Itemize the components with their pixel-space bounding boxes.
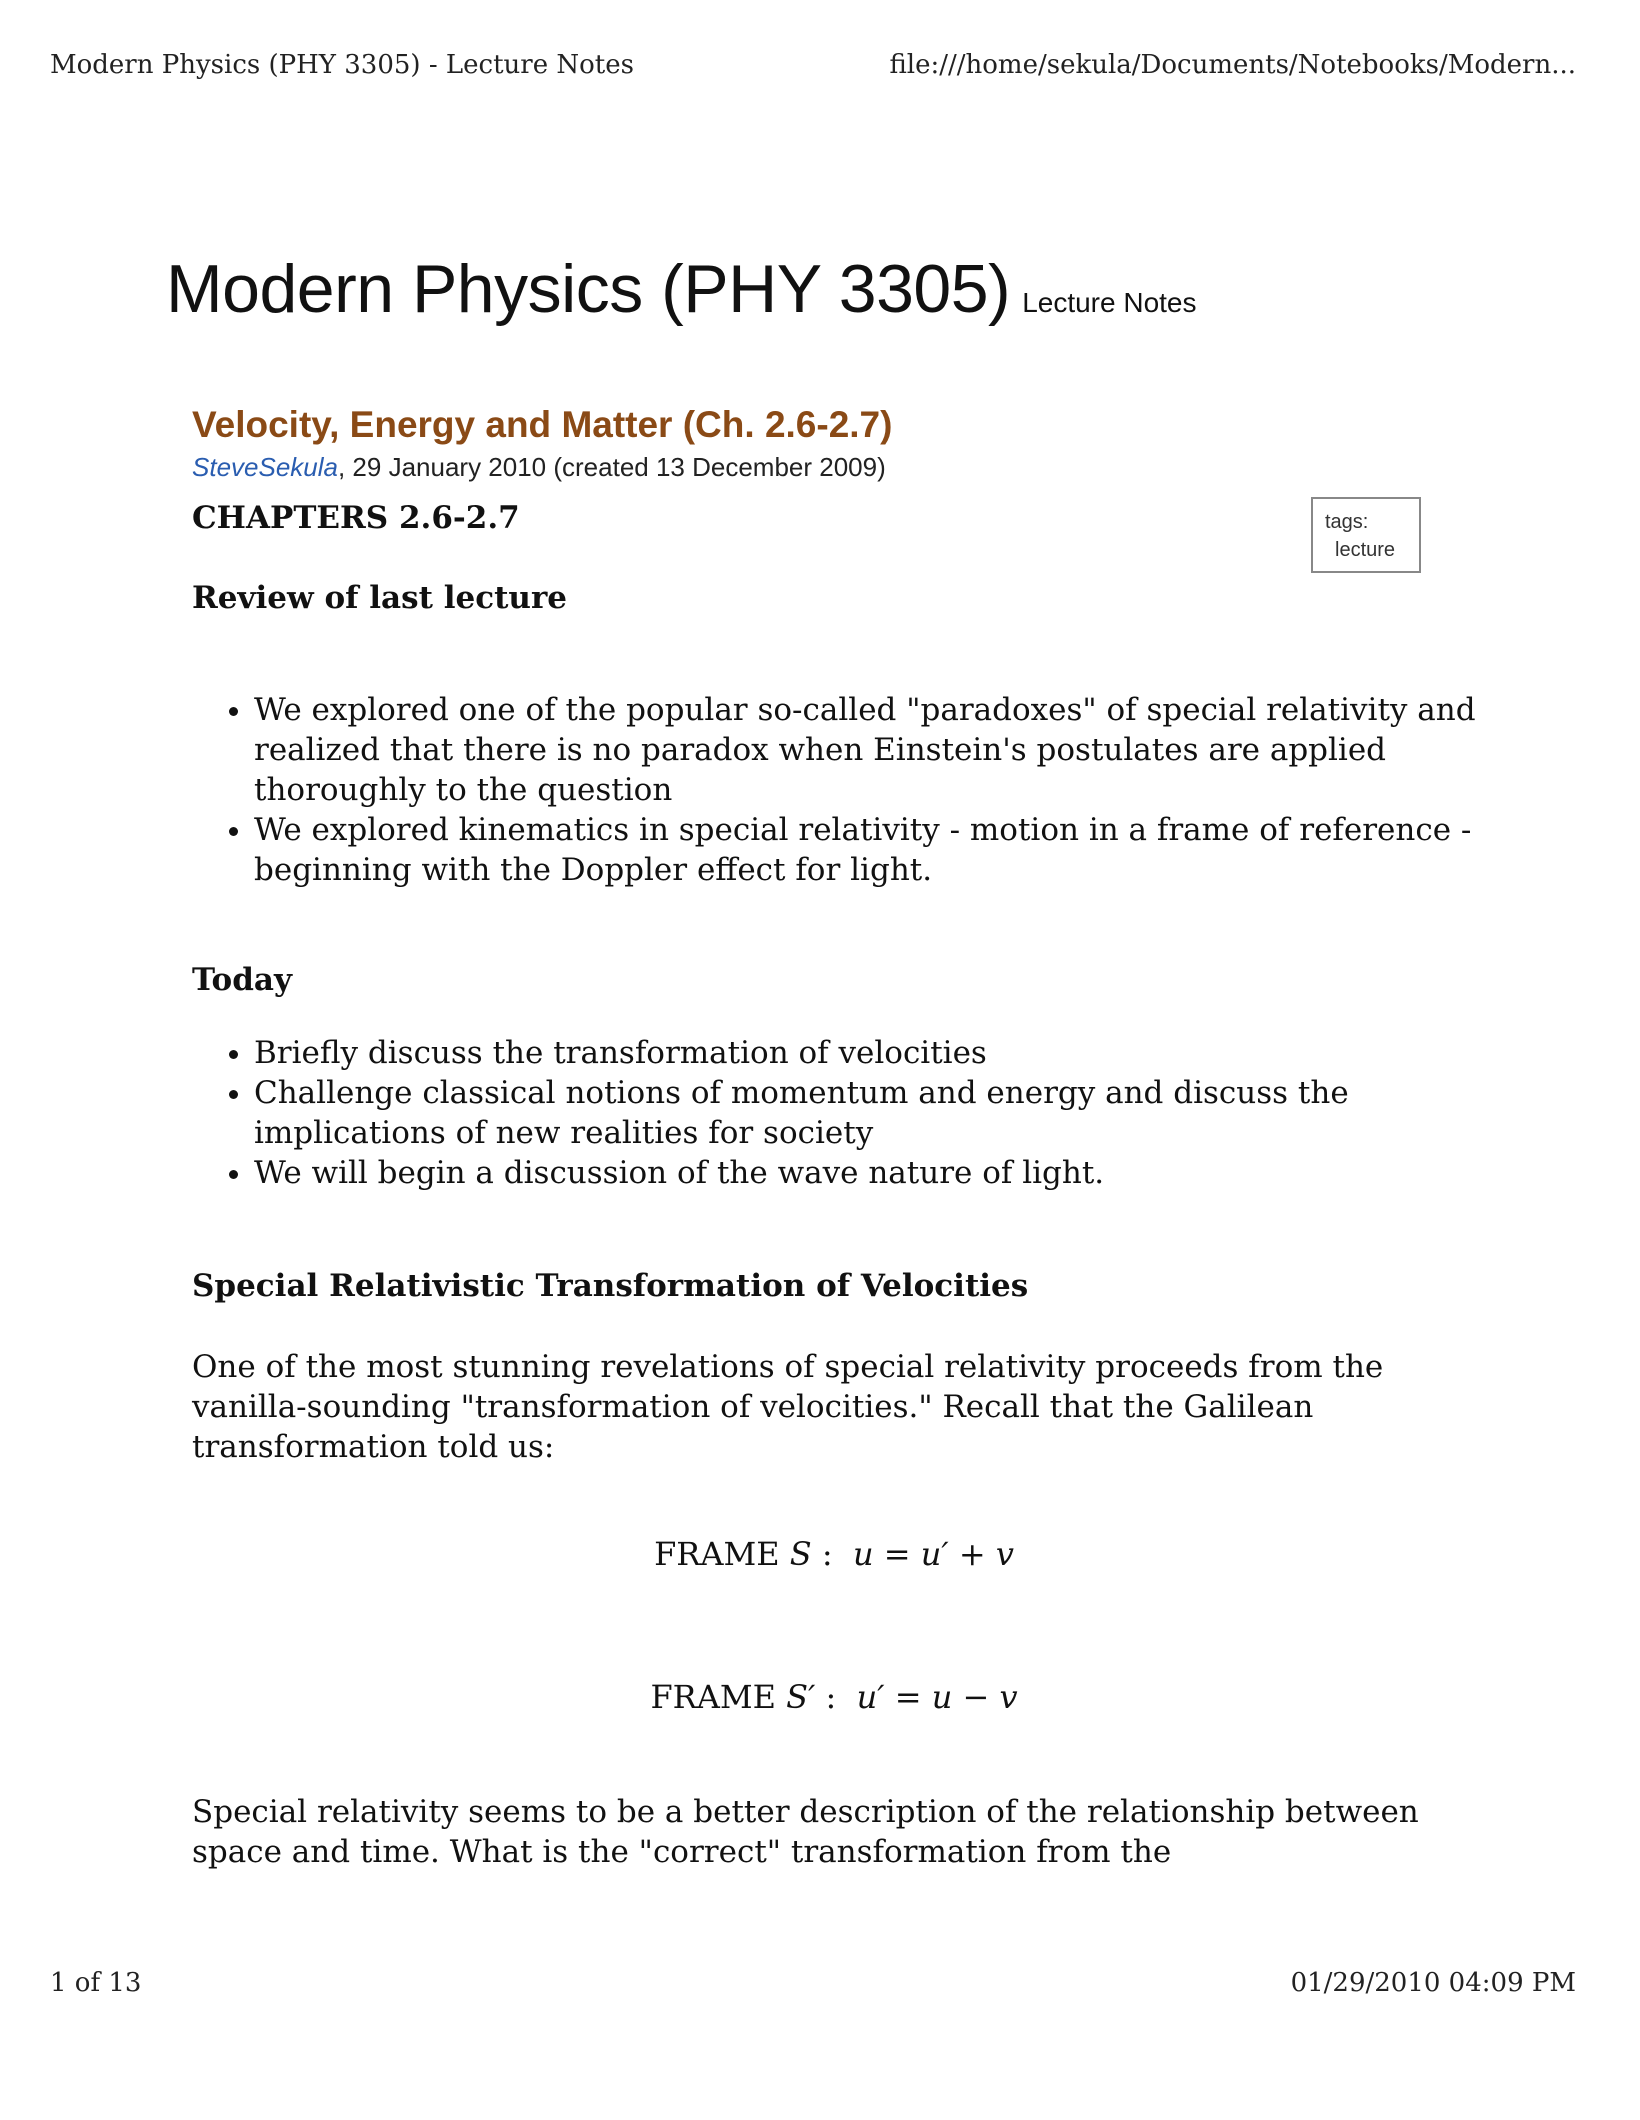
closing-paragraph: Special relativity seems to be a better description of the relationship between space and time. What is the "correct" transformation from the bbox=[192, 1794, 1419, 1870]
post-byline bbox=[192, 452, 886, 483]
list-item: • Challenge classical notions of momentum and energy and discuss the implications of new realities for society bbox=[254, 1073, 1514, 1153]
page-counter: 1 of 13 bbox=[50, 1968, 142, 1998]
site-title bbox=[166, 250, 1197, 328]
equation-rhs: u − v bbox=[931, 1678, 1018, 1716]
equation-label: FRAME bbox=[654, 1535, 780, 1573]
equation-lhs: u′ bbox=[856, 1678, 885, 1716]
list-item: • We explored one of the popular so-called "paradoxes" of special relativity and realized that there is no paradox when Einstein's postulates are applied thoroughly to the question bbox=[254, 690, 1514, 810]
author-link[interactable]: SteveSekula bbox=[192, 452, 338, 482]
equation-frame-s-prime: FRAME S′ : u′ = u − v bbox=[650, 1678, 1018, 1716]
print-header-title: Modern Physics (PHY 3305) - Lecture Notes bbox=[50, 50, 634, 80]
equation-frame: S′ bbox=[786, 1678, 816, 1716]
list-item: • We will begin a discussion of the wave nature of light. bbox=[254, 1153, 1514, 1193]
post-title: Velocity, Energy and Matter (Ch. 2.6-2.7) bbox=[192, 404, 893, 445]
list-item: • Briefly discuss the transformation of velocities bbox=[254, 1033, 1514, 1073]
today-list bbox=[192, 1033, 1514, 1193]
today-heading: Today bbox=[192, 962, 292, 998]
site-title-subtitle: Lecture Notes bbox=[1022, 287, 1197, 318]
equation-frame-s: FRAME S : u = u′ + v bbox=[654, 1535, 1014, 1573]
intro-paragraph: One of the most stunning revelations of special relativity proceeds from the vanilla-sounding "transformation of velocities." Recall that the Galilean transformation told us: bbox=[192, 1349, 1384, 1465]
list-item: • We explored kinematics in special relativity - motion in a frame of reference - beginning with the Doppler effect for light. bbox=[254, 810, 1514, 890]
site-title-main: Modern Physics (PHY 3305) bbox=[166, 251, 1011, 327]
review-list bbox=[192, 690, 1514, 890]
review-heading: Review of last lecture bbox=[192, 580, 567, 616]
chapters-heading: CHAPTERS 2.6-2.7 bbox=[192, 500, 520, 536]
print-timestamp: 01/29/2010 04:09 PM bbox=[1290, 1968, 1576, 1998]
velocities-heading: Special Relativistic Transformation of Velocities bbox=[192, 1268, 1029, 1304]
equation-lhs: u bbox=[853, 1535, 874, 1573]
tags-box bbox=[1311, 497, 1421, 573]
tag-link-lecture[interactable]: lecture bbox=[1335, 539, 1396, 561]
post-date: , 29 January 2010 (created 13 December 2009) bbox=[337, 452, 886, 482]
print-header-url: file:///home/sekula/Documents/Notebooks/Modern... bbox=[889, 50, 1576, 80]
equation-label: FRAME bbox=[650, 1678, 776, 1716]
equation-rhs: u′ + v bbox=[920, 1535, 1014, 1573]
tags-label: tags: bbox=[1325, 511, 1369, 533]
equation-frame: S bbox=[789, 1535, 812, 1573]
